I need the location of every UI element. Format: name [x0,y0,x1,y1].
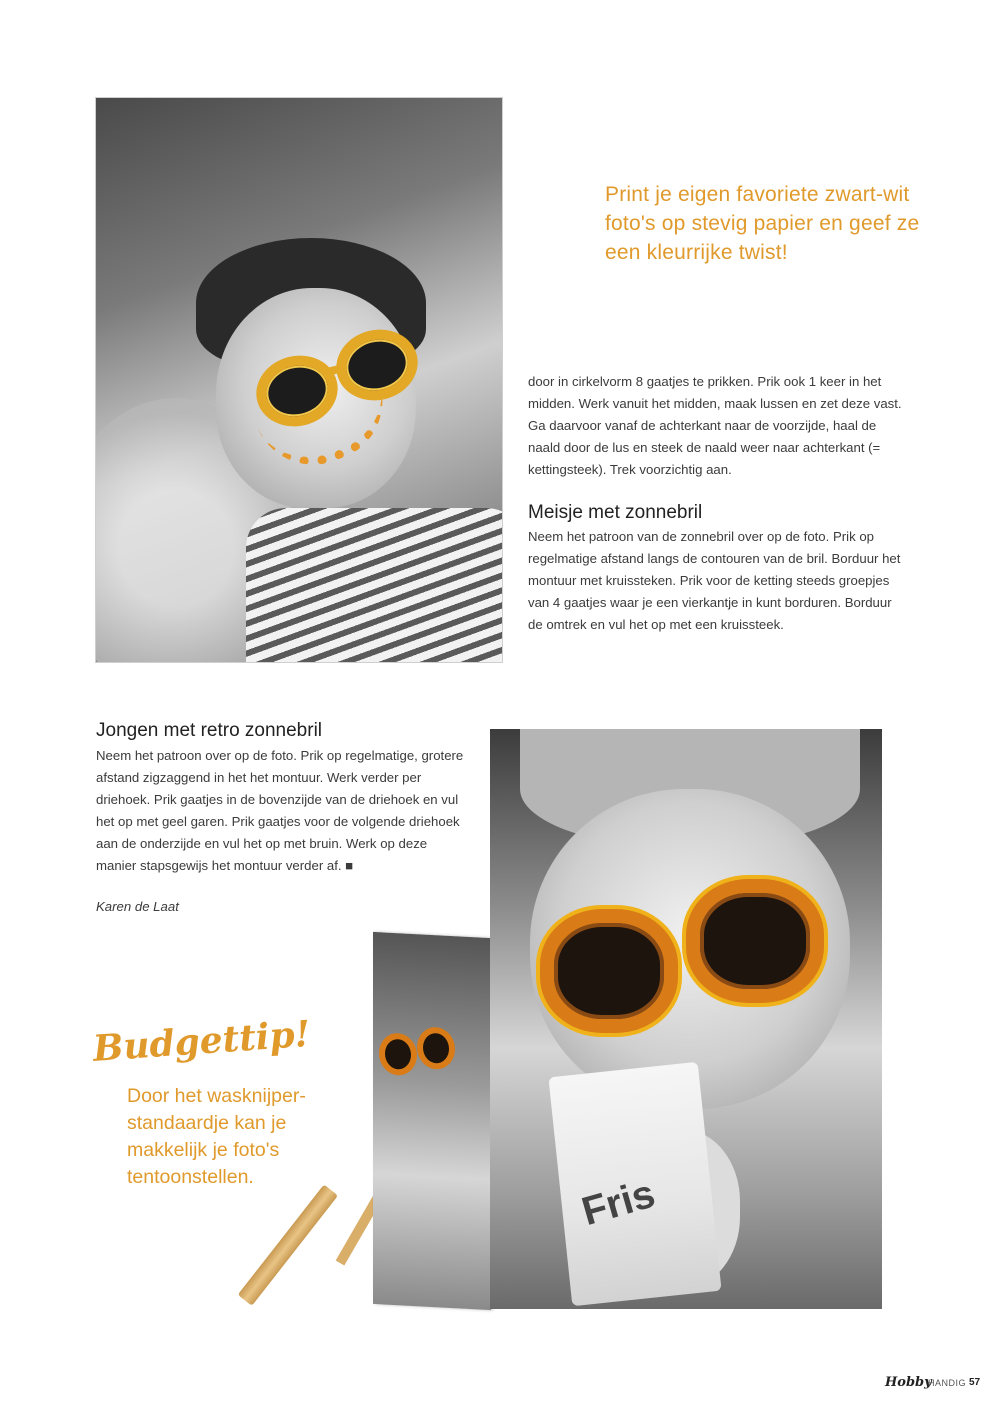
page-number: 57 [969,1377,981,1388]
budget-tip-title: Budgettip! [91,1012,312,1070]
paragraph-continuation: door in cirkelvorm 8 gaatjes te prikken. Prik ook 1 keer in het midden. Werk vanuit het midden, maak lussen en zet deze vast. Ga daarvoor vanaf de achterkant naar de voorzijde, haal de naald door de lus en steek de naald weer naar achterkant (= kettingsteek). Trek voorzichtig aan. [528,374,902,477]
footer-brand-logo: Hobby [885,1375,932,1390]
juice-carton [548,1062,721,1306]
paragraph-jongen: Neem het patroon over op de foto. Prik op regelmatige, grotere afstand zigzaggend in het het montuur. Werk verder per driehoek. Prik gaatjes in de bovenzijde van de driehoek en vul het op met geel garen. Prik gaatjes voor de volgende driehoek aan de onderzijde en vul het op met bruin. Werk op deze manier stapsgewijs het montuur verder af. ■ [96,748,464,873]
paragraph-meisje: Neem het patroon van de zonnebril over op de foto. Prik op regelmatige afstand langs de contouren van de bril. Borduur het montuur met kruissteken. Prik voor de ketting steeds groepjes van 4 gaatjes waar je een vierkantje in kunt borduren. Borduur de omtrek en vul het op met een kruissteek. [528,529,901,632]
embroidered-retro-glasses-left [540,909,678,1033]
stand-sunglasses-left [379,1032,417,1076]
photo-on-stand [373,932,491,1310]
photo-boy-retro-sunglasses [490,729,882,1309]
embroidered-retro-glasses-right [686,879,824,1003]
stand-sunglasses-right [417,1026,455,1070]
clothespin-stand [238,1184,338,1305]
heading-jongen: Jongen met retro zonnebril [96,720,323,741]
intro-text: Print je eigen favoriete zwart-wit foto's op stevig papier en geef ze een kleurrijke twist! [605,183,920,264]
photo-girl-sunglasses [96,98,502,662]
juice-carton-label: Fris [577,1171,660,1235]
footer-brand-suffix: HANDIG [928,1378,967,1388]
author-name: Karen de Laat [96,899,179,914]
photo-striped-shirt [246,508,502,662]
budget-tip-text: Door het wasknijper-standaardje kan je makkelijk je foto's tentoonstellen. [127,1085,306,1188]
heading-meisje: Meisje met zonnebril [528,502,703,523]
